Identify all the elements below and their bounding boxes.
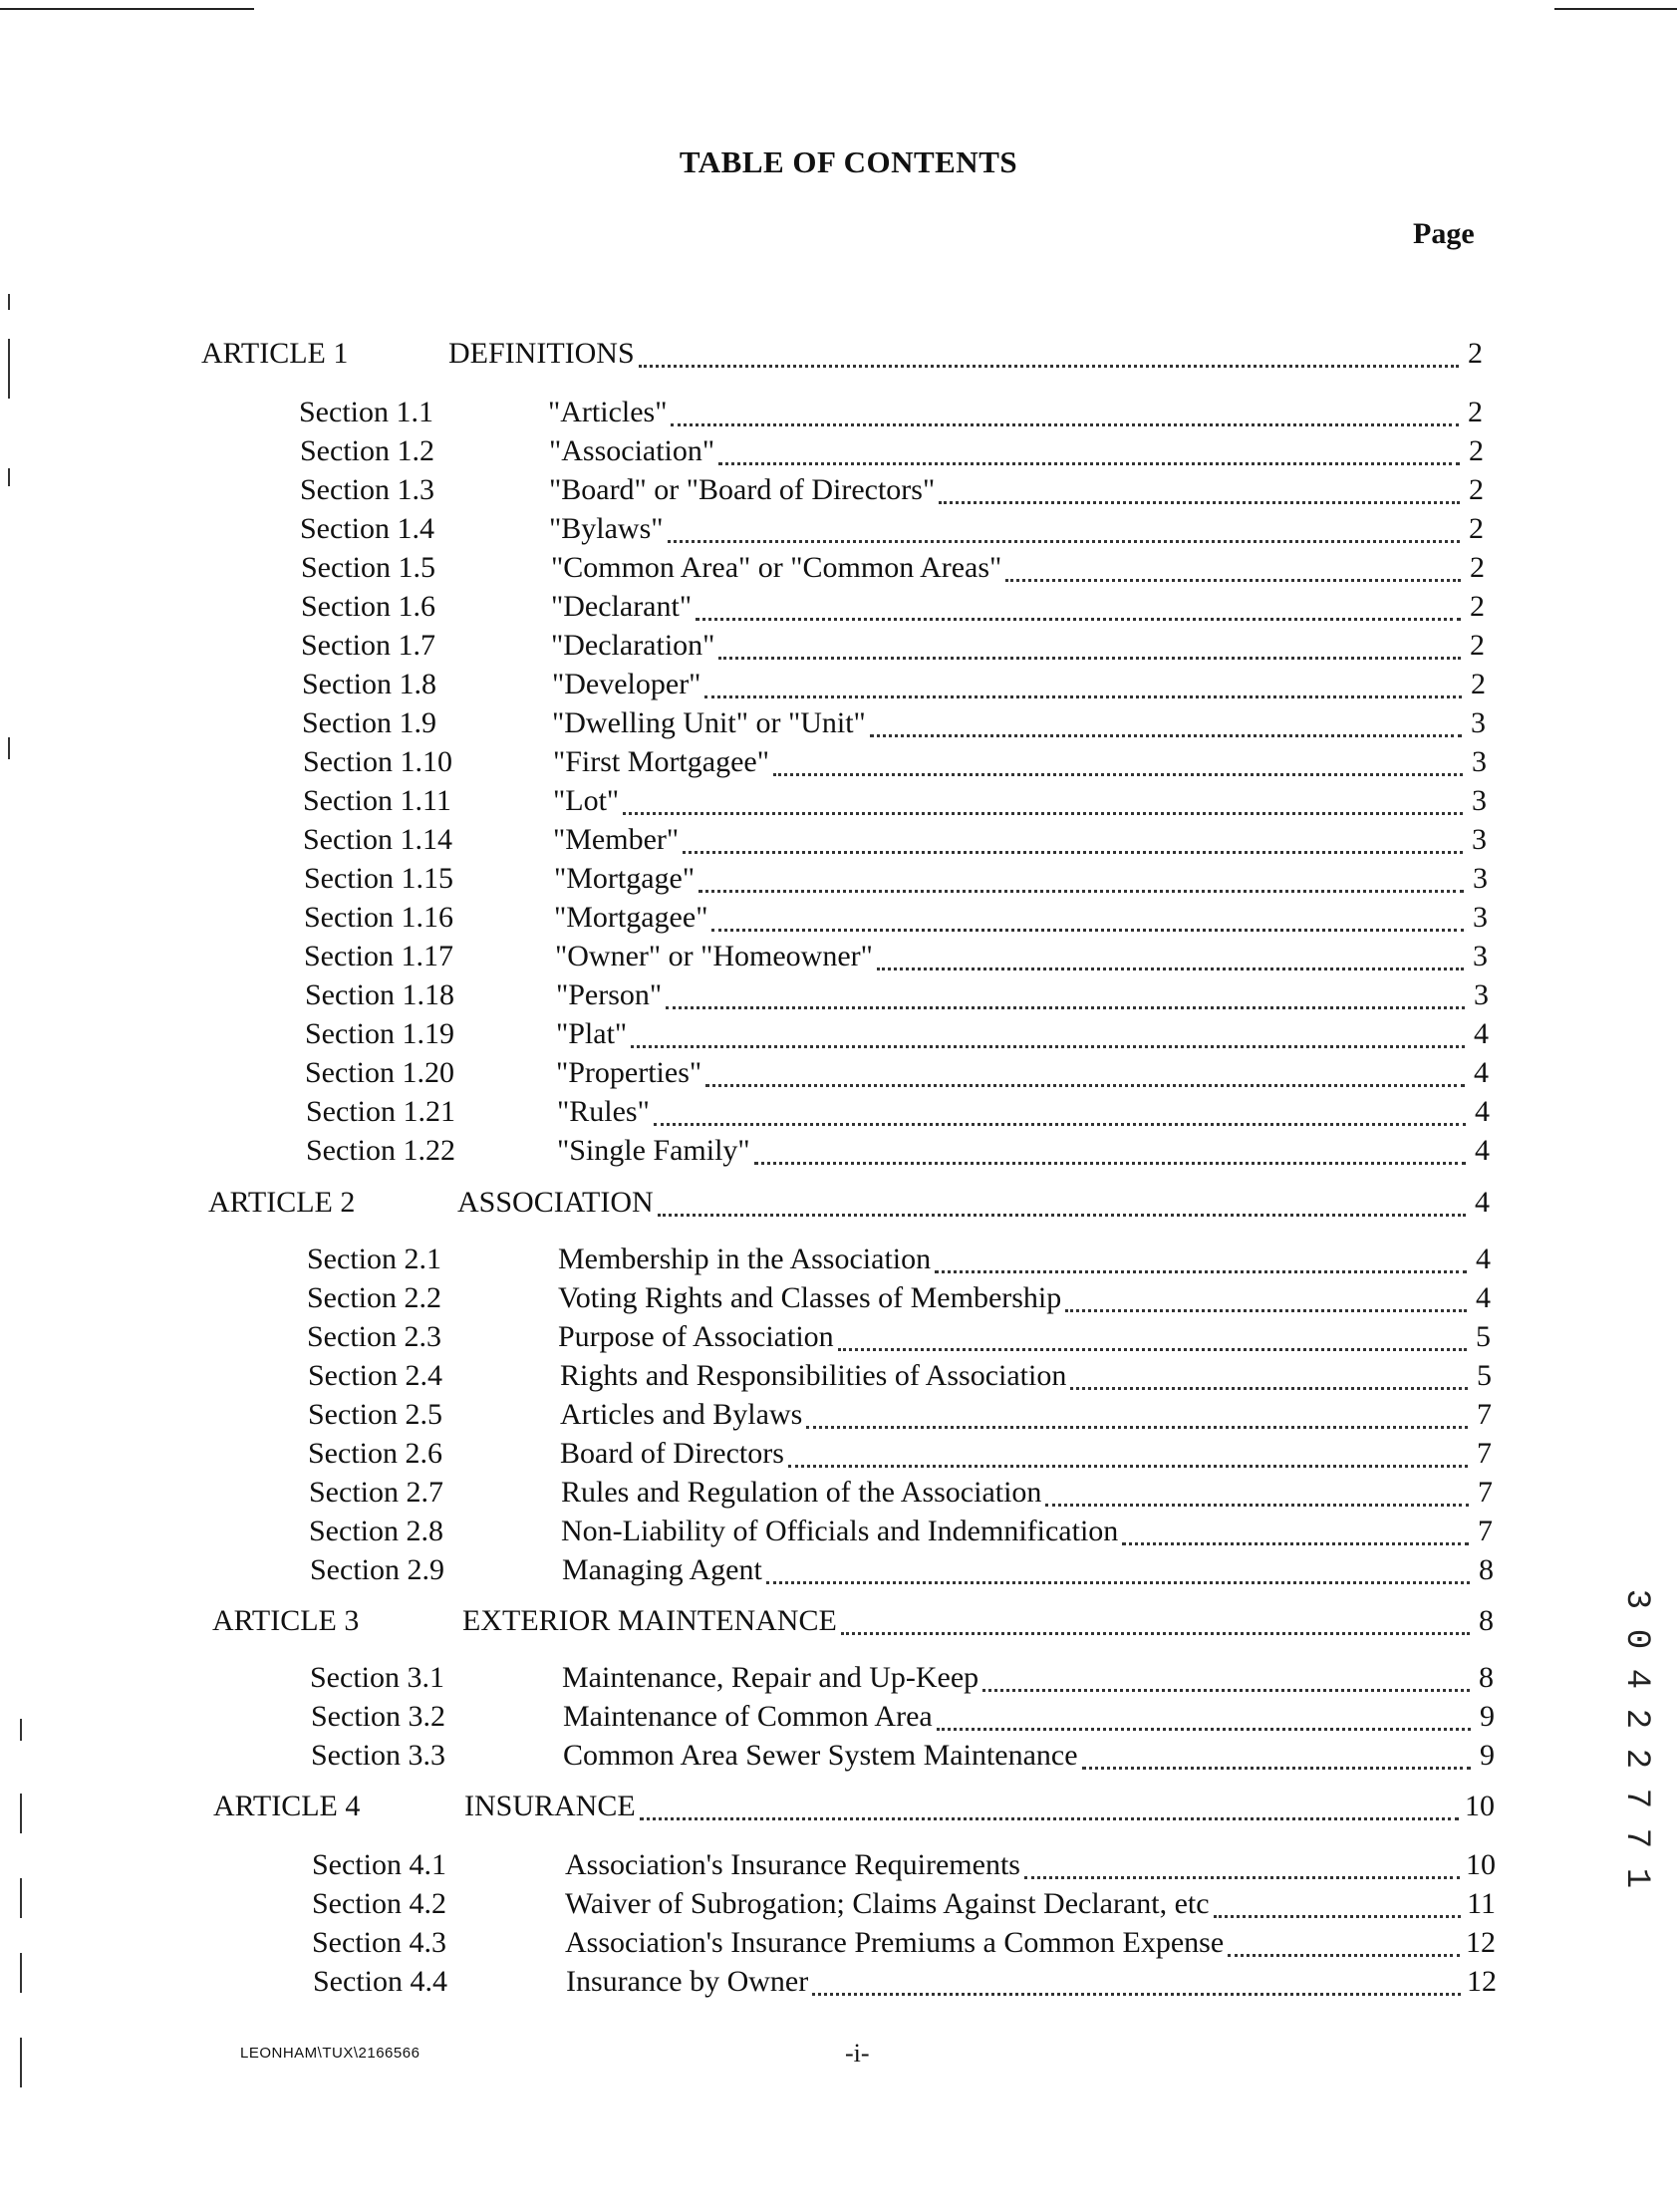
toc-section-row xyxy=(303,823,1487,863)
page-reference: 4 xyxy=(1475,1134,1490,1167)
page-reference: 7 xyxy=(1477,1437,1492,1470)
stamp-digit: 7 xyxy=(1617,1827,1655,1849)
article-number: ARTICLE 1 xyxy=(201,337,349,370)
article-title: ASSOCIATION xyxy=(457,1186,654,1219)
page-reference: 9 xyxy=(1480,1739,1495,1772)
article-title: EXTERIOR MAINTENANCE xyxy=(462,1604,837,1637)
section-title: Common Area Sewer System Maintenance xyxy=(563,1739,1078,1772)
dot-leader xyxy=(639,365,1459,368)
page-reference: 4 xyxy=(1475,1186,1490,1219)
page-reference: 4 xyxy=(1476,1281,1491,1314)
dot-leader xyxy=(939,501,1460,504)
page-reference: 5 xyxy=(1477,1359,1492,1392)
page-reference: 3 xyxy=(1472,784,1487,817)
dot-leader xyxy=(623,812,1463,815)
dot-leader xyxy=(1045,1504,1469,1507)
page-reference: 12 xyxy=(1466,1926,1496,1959)
page-reference: 3 xyxy=(1472,823,1487,856)
dot-leader xyxy=(666,1006,1465,1009)
toc-article-row xyxy=(213,1790,1495,1829)
section-number: Section 3.2 xyxy=(311,1700,445,1733)
toc-section-row xyxy=(304,901,1488,941)
dot-leader xyxy=(640,1817,1459,1820)
page-reference: 2 xyxy=(1471,668,1486,700)
dot-leader xyxy=(766,1581,1470,1584)
dot-leader xyxy=(812,1993,1461,1996)
section-number: Section 2.9 xyxy=(310,1553,444,1586)
page-reference: 2 xyxy=(1470,629,1485,662)
dot-leader xyxy=(711,929,1464,932)
section-number: Section 2.1 xyxy=(307,1243,441,1275)
section-number: Section 1.5 xyxy=(301,551,435,584)
section-title: "Mortgagee" xyxy=(554,901,708,934)
page-reference: 2 xyxy=(1470,551,1485,584)
toc-section-row xyxy=(307,1320,1491,1360)
page-reference: 3 xyxy=(1471,706,1486,739)
article-number: ARTICLE 2 xyxy=(208,1186,356,1219)
article-number: ARTICLE 4 xyxy=(213,1790,361,1822)
article-number: ARTICLE 3 xyxy=(212,1604,360,1637)
page-reference: 3 xyxy=(1472,745,1487,778)
page-reference: 2 xyxy=(1469,434,1484,467)
dot-leader xyxy=(788,1465,1468,1468)
section-number: Section 1.6 xyxy=(301,590,435,623)
dot-leader xyxy=(1065,1309,1467,1312)
page-reference: 7 xyxy=(1478,1515,1493,1547)
section-title: Purpose of Association xyxy=(558,1320,834,1353)
toc-section-row xyxy=(308,1359,1492,1399)
section-number: Section 1.7 xyxy=(301,629,435,662)
section-title: Board of Directors xyxy=(560,1437,784,1470)
dot-leader xyxy=(1082,1767,1471,1770)
dot-leader xyxy=(1070,1387,1468,1390)
stamp-digit: 2 xyxy=(1617,1748,1655,1770)
toc-section-row xyxy=(307,1281,1491,1321)
section-number: Section 1.20 xyxy=(305,1056,454,1089)
section-title: "Declarant" xyxy=(551,590,693,623)
page-reference: 5 xyxy=(1476,1320,1491,1353)
stamp-digit: 4 xyxy=(1617,1668,1655,1690)
toc-section-row xyxy=(302,668,1486,707)
dot-leader xyxy=(1024,1876,1460,1879)
toc-section-row xyxy=(308,1398,1492,1438)
stamp-digit: 2 xyxy=(1617,1708,1655,1730)
section-number: Section 1.22 xyxy=(306,1134,455,1167)
toc-section-row xyxy=(313,1965,1497,2005)
section-title: Membership in the Association xyxy=(558,1243,932,1275)
toc-section-row xyxy=(311,1739,1495,1779)
dot-leader xyxy=(937,1728,1471,1731)
page-reference: 10 xyxy=(1465,1790,1495,1822)
page-number: -i- xyxy=(845,2039,870,2068)
section-number: Section 3.3 xyxy=(311,1739,445,1772)
article-title: DEFINITIONS xyxy=(448,337,635,370)
dot-leader xyxy=(982,1689,1470,1692)
document-id: LEONHAM\TUX\2166566 xyxy=(240,2045,420,2062)
section-number: Section 1.3 xyxy=(300,473,434,506)
toc-section-row xyxy=(304,862,1488,902)
toc-section-row xyxy=(301,629,1485,669)
dot-leader xyxy=(671,423,1459,426)
page-reference: 11 xyxy=(1467,1887,1496,1920)
dot-leader xyxy=(658,1214,1466,1217)
section-number: Section 4.2 xyxy=(312,1887,446,1920)
section-title: Maintenance of Common Area xyxy=(563,1700,933,1733)
toc-article-row xyxy=(208,1186,1490,1226)
toc-section-row xyxy=(302,706,1486,746)
section-number: Section 1.19 xyxy=(305,1017,454,1050)
toc-article-row xyxy=(212,1604,1494,1644)
dot-leader xyxy=(718,657,1461,660)
section-number: Section 1.1 xyxy=(299,396,433,428)
section-title: "Bylaws" xyxy=(549,512,664,545)
page-reference: 2 xyxy=(1469,512,1484,545)
section-title: "Articles" xyxy=(548,396,668,428)
toc-section-row xyxy=(312,1926,1496,1966)
section-title: Insurance by Owner xyxy=(566,1965,809,1998)
page-reference: 7 xyxy=(1477,1398,1492,1431)
dot-leader xyxy=(935,1270,1467,1273)
section-title: Rules and Regulation of the Association xyxy=(561,1476,1042,1509)
page-reference: 8 xyxy=(1479,1553,1494,1586)
section-title: Non-Liability of Officials and Indemnification xyxy=(561,1515,1119,1547)
section-number: Section 1.2 xyxy=(300,434,434,467)
section-number: Section 4.4 xyxy=(313,1965,447,1998)
toc-section-row xyxy=(303,745,1487,785)
section-number: Section 1.17 xyxy=(304,940,453,972)
section-title: "Common Area" or "Common Areas" xyxy=(551,551,1002,584)
section-title: Association's Insurance Premiums a Common Expense xyxy=(565,1926,1225,1959)
toc-section-row xyxy=(312,1848,1496,1888)
toc-section-row xyxy=(300,434,1484,474)
section-title: "Dwelling Unit" or "Unit" xyxy=(552,706,866,739)
section-title: Articles and Bylaws xyxy=(560,1398,803,1431)
toc-section-row xyxy=(306,1095,1490,1135)
margin-recording-stamp xyxy=(1616,1579,1656,1938)
section-number: Section 1.21 xyxy=(306,1095,455,1128)
dot-leader xyxy=(1122,1542,1469,1545)
dot-leader xyxy=(704,695,1462,698)
page-title: TABLE OF CONTENTS xyxy=(679,144,1018,179)
section-number: Section 2.5 xyxy=(308,1398,442,1431)
dot-leader xyxy=(683,851,1463,854)
section-title: "First Mortgagee" xyxy=(553,745,769,778)
page-reference: 10 xyxy=(1466,1848,1496,1881)
section-number: Section 4.3 xyxy=(312,1926,446,1959)
dot-leader xyxy=(754,1162,1466,1165)
page-reference: 8 xyxy=(1479,1604,1494,1637)
toc-section-row xyxy=(307,1243,1491,1282)
toc-section-row xyxy=(300,512,1484,552)
section-number: Section 3.1 xyxy=(310,1661,444,1694)
section-title: Voting Rights and Classes of Membership xyxy=(558,1281,1062,1314)
section-title: "Mortgage" xyxy=(554,862,696,895)
section-title: "Single Family" xyxy=(557,1134,750,1167)
page-reference: 2 xyxy=(1468,337,1483,370)
dot-leader xyxy=(838,1348,1467,1351)
section-number: Section 1.8 xyxy=(302,668,436,700)
toc-section-row xyxy=(311,1700,1495,1740)
dot-leader xyxy=(718,462,1460,465)
dot-leader xyxy=(841,1632,1470,1635)
toc-section-row xyxy=(305,1056,1489,1096)
section-number: Section 1.4 xyxy=(300,512,434,545)
section-number: Section 1.11 xyxy=(303,784,451,817)
section-number: Section 4.1 xyxy=(312,1848,446,1881)
toc-section-row xyxy=(308,1437,1492,1477)
section-number: Section 1.18 xyxy=(305,978,454,1011)
section-number: Section 1.14 xyxy=(303,823,452,856)
toc-section-row xyxy=(304,940,1488,979)
dot-leader xyxy=(870,734,1462,737)
stamp-digit: 1 xyxy=(1617,1867,1655,1889)
page-reference: 2 xyxy=(1470,590,1485,623)
page-column-heading: Page xyxy=(1413,217,1475,250)
dot-leader xyxy=(654,1123,1466,1126)
section-title: Managing Agent xyxy=(562,1553,762,1586)
toc-section-row xyxy=(309,1515,1493,1554)
page-reference: 7 xyxy=(1478,1476,1493,1509)
toc-article-row xyxy=(201,337,1483,377)
dot-leader xyxy=(1214,1915,1462,1918)
toc-section-row xyxy=(310,1553,1494,1593)
dot-leader xyxy=(806,1426,1468,1429)
page-reference: 9 xyxy=(1480,1700,1495,1733)
page-reference: 2 xyxy=(1469,473,1484,506)
section-title: "Board" or "Board of Directors" xyxy=(549,473,936,506)
dot-leader xyxy=(699,890,1464,893)
article-title: INSURANCE xyxy=(464,1790,636,1822)
dot-leader xyxy=(696,618,1461,621)
section-title: Maintenance, Repair and Up-Keep xyxy=(562,1661,979,1694)
page-reference: 3 xyxy=(1473,862,1488,895)
toc-section-row xyxy=(305,978,1489,1018)
section-title: Association's Insurance Requirements xyxy=(565,1848,1020,1881)
section-title: Rights and Responsibilities of Association xyxy=(560,1359,1067,1392)
toc-section-row xyxy=(301,551,1485,591)
section-title: "Developer" xyxy=(552,668,701,700)
section-number: Section 2.2 xyxy=(307,1281,441,1314)
dot-leader xyxy=(1005,579,1461,582)
toc-section-row xyxy=(300,473,1484,513)
section-title: Waiver of Subrogation; Claims Against Declarant, etc xyxy=(565,1887,1210,1920)
section-title: "Plat" xyxy=(556,1017,628,1050)
stamp-digit: 0 xyxy=(1617,1628,1655,1650)
section-number: Section 2.7 xyxy=(309,1476,443,1509)
section-number: Section 2.8 xyxy=(309,1515,443,1547)
toc-section-row xyxy=(309,1476,1493,1516)
section-title: "Rules" xyxy=(557,1095,650,1128)
dot-leader xyxy=(668,540,1461,543)
page-reference: 4 xyxy=(1474,1017,1489,1050)
page-reference: 12 xyxy=(1467,1965,1497,1998)
page-reference: 3 xyxy=(1473,940,1488,972)
toc-section-row xyxy=(312,1887,1496,1927)
section-title: "Declaration" xyxy=(551,629,715,662)
section-number: Section 2.3 xyxy=(307,1320,441,1353)
section-number: Section 1.10 xyxy=(303,745,452,778)
page-reference: 3 xyxy=(1474,978,1489,1011)
section-number: Section 2.4 xyxy=(308,1359,442,1392)
section-title: "Properties" xyxy=(556,1056,702,1089)
page-reference: 8 xyxy=(1479,1661,1494,1694)
dot-leader xyxy=(877,968,1464,970)
stamp-digit: 7 xyxy=(1617,1788,1655,1809)
toc-section-row xyxy=(306,1134,1490,1174)
page-reference: 4 xyxy=(1476,1243,1491,1275)
section-number: Section 1.15 xyxy=(304,862,453,895)
dot-leader xyxy=(1228,1954,1460,1957)
dot-leader xyxy=(631,1045,1465,1048)
toc-section-row xyxy=(305,1017,1489,1057)
section-title: "Member" xyxy=(553,823,680,856)
section-number: Section 1.16 xyxy=(304,901,453,934)
section-title: "Owner" or "Homeowner" xyxy=(555,940,873,972)
section-title: "Person" xyxy=(556,978,663,1011)
section-title: "Lot" xyxy=(553,784,620,817)
section-number: Section 2.6 xyxy=(308,1437,442,1470)
section-number: Section 1.9 xyxy=(302,706,436,739)
section-title: "Association" xyxy=(549,434,715,467)
toc-section-row xyxy=(303,784,1487,824)
dot-leader xyxy=(705,1084,1465,1087)
toc-section-row xyxy=(310,1661,1494,1701)
page-reference: 4 xyxy=(1475,1095,1490,1128)
toc-section-row xyxy=(299,396,1483,435)
page-reference: 3 xyxy=(1473,901,1488,934)
dot-leader xyxy=(773,773,1463,776)
page-reference: 4 xyxy=(1474,1056,1489,1089)
page-reference: 2 xyxy=(1468,396,1483,428)
stamp-digit: 3 xyxy=(1617,1588,1655,1610)
toc-section-row xyxy=(301,590,1485,630)
